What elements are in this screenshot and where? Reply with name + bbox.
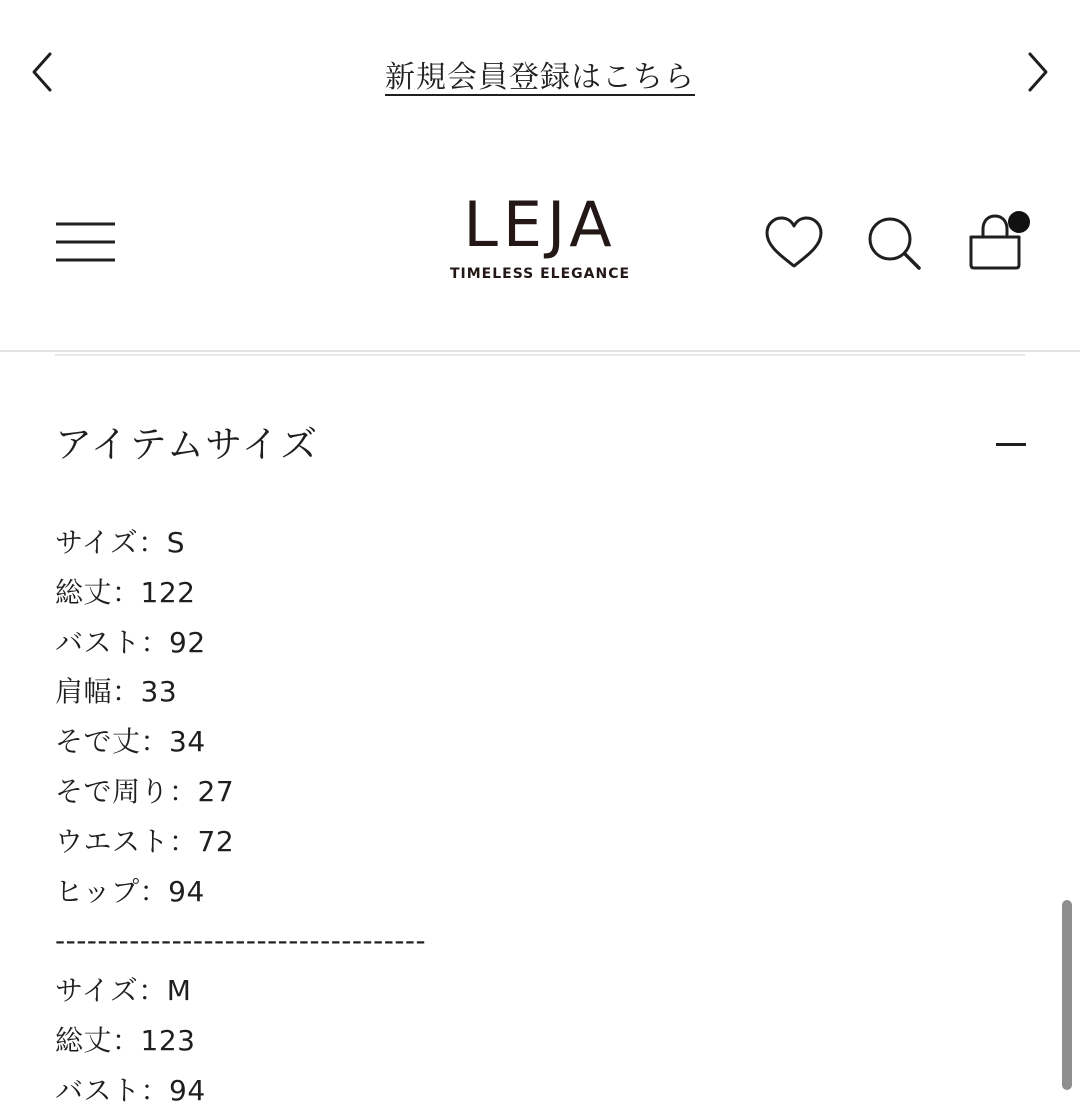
size-line: サイズ：M [55,974,192,1008]
size-line: ヒップ：94 [55,874,205,908]
logo-tagline: TIMELESS ELEGANCE [449,266,631,282]
chevron-right-icon[interactable] [1014,50,1058,94]
announcement-bar [0,0,1080,145]
item-size-list [55,518,1015,1116]
register-link[interactable]: 新規会員登録はこちら [385,60,695,95]
shopping-bag-icon[interactable] [962,205,1024,267]
heart-icon[interactable] [763,213,825,275]
minus-icon[interactable] [990,430,1030,460]
size-line: そで丈：34 [55,725,206,759]
section-divider [55,354,1025,356]
size-line: サイズ：S [55,526,186,559]
item-size-title[interactable]: アイテムサイズ [55,423,320,466]
hamburger-menu-icon[interactable] [55,220,117,264]
site-header [0,145,1080,350]
cart-badge [1008,211,1030,233]
size-line: 総丈：123 [55,1023,196,1057]
brand-logo[interactable] [420,190,660,282]
scrollbar[interactable] [1062,900,1072,1090]
logo-text: LEJA [463,188,617,261]
size-separator: ----------------------------------- [55,924,427,958]
size-line: バスト：94 [55,1073,206,1107]
search-icon[interactable] [864,213,926,275]
header-divider [0,350,1080,352]
size-line: バスト：92 [55,625,206,659]
size-line: 肩幅：33 [55,675,178,709]
size-line: 総丈：122 [55,575,196,609]
size-line: そで周り：27 [55,774,235,808]
size-line: ウエスト：72 [55,824,235,858]
announcement-link-container [0,52,1080,96]
